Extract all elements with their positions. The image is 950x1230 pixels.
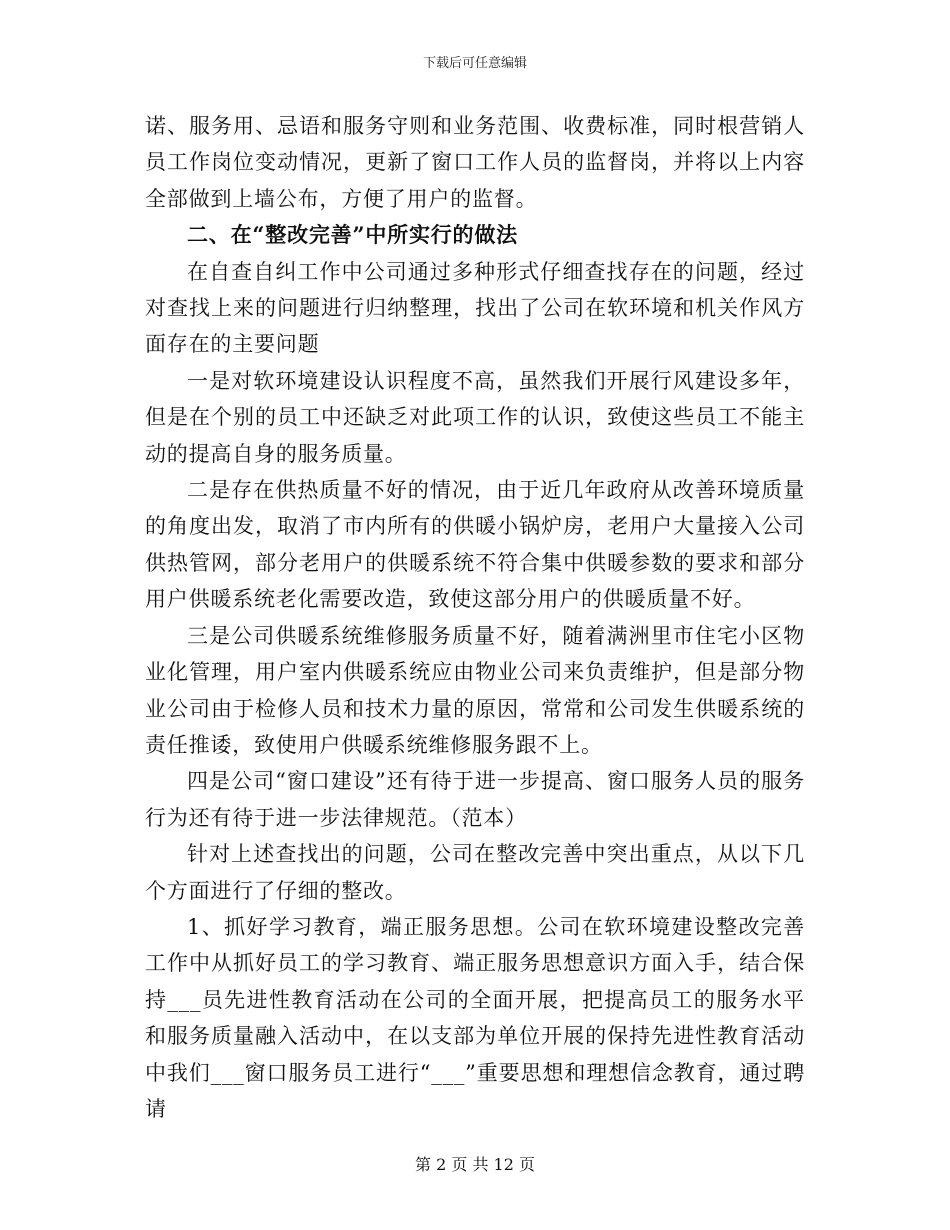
- paragraph: 一是对软环境建设认识程度不高，虽然我们开展行风建设多年，但是在个别的员工中还缺乏对此项工作的认识，致使这些员工不能主动的提高自身的服务质量。: [145, 368, 805, 466]
- paragraph: 1、抓好学习教育，端正服务思想。公司在软环境建设整改完善工作中从抓好员工的学习教育、端正服务思想意识方面入手，结合保持___员先进性教育活动在公司的全面开展，把提高员工的服务水平和服务质量融入活动中，在以支部为单位开展的保持先进性教育活动中我们___窗口服务员工进行“___”重要思想和理想信念教育，通过聘请: [145, 914, 805, 1121]
- paragraph: 三是公司供暖系统维修服务质量不好，随着满洲里市住宅小区物业化管理，用户室内供暖系统应由物业公司来负责维护，但是部分物业公司由于检修人员和技术力量的原因，常常和公司发生供暖系统的责任推诿，致使用户供暖系统维修服务跟不上。: [145, 623, 805, 757]
- page-footer: 第 2 页 共 12 页: [415, 1155, 535, 1174]
- paragraph: 针对上述查找出的问题，公司在整改完善中突出重点，从以下几个方面进行了仔细的整改。: [145, 842, 805, 903]
- page-header: 下载后可任意编辑: [422, 56, 527, 71]
- document-body: [145, 108, 805, 1127]
- paragraph: 在自查自纠工作中公司通过多种形式仔细查找存在的问题，经过对查找上来的问题进行归纳整理，找出了公司在软环境和机关作风方面存在的主要问题: [145, 259, 805, 357]
- paragraph: 二是存在供热质量不好的情况，由于近几年政府从改善环境质量的角度出发，取消了市内所有的供暖小锅炉房，老用户大量接入公司供热管网，部分老用户的供暖系统不符合集中供暖参数的要求和部分用户供暖系统老化需要改造，致使这部分用户的供暖质量不好。: [145, 478, 805, 612]
- section-heading: 二、在“整改完善”中所实行的做法: [187, 222, 518, 248]
- paragraph-continuation: 诺、服务用、忌语和服务守则和业务范围、收费标准，同时根营销人员工作岗位变动情况，更新了窗口工作人员的监督岗，并将以上内容全部做到上墙公布，方便了用户的监督。: [145, 114, 805, 211]
- paragraph: 四是公司“窗口建设”还有待于进一步提高、窗口服务人员的服务行为还有待于进一步法律规范。（范本）: [145, 769, 805, 830]
